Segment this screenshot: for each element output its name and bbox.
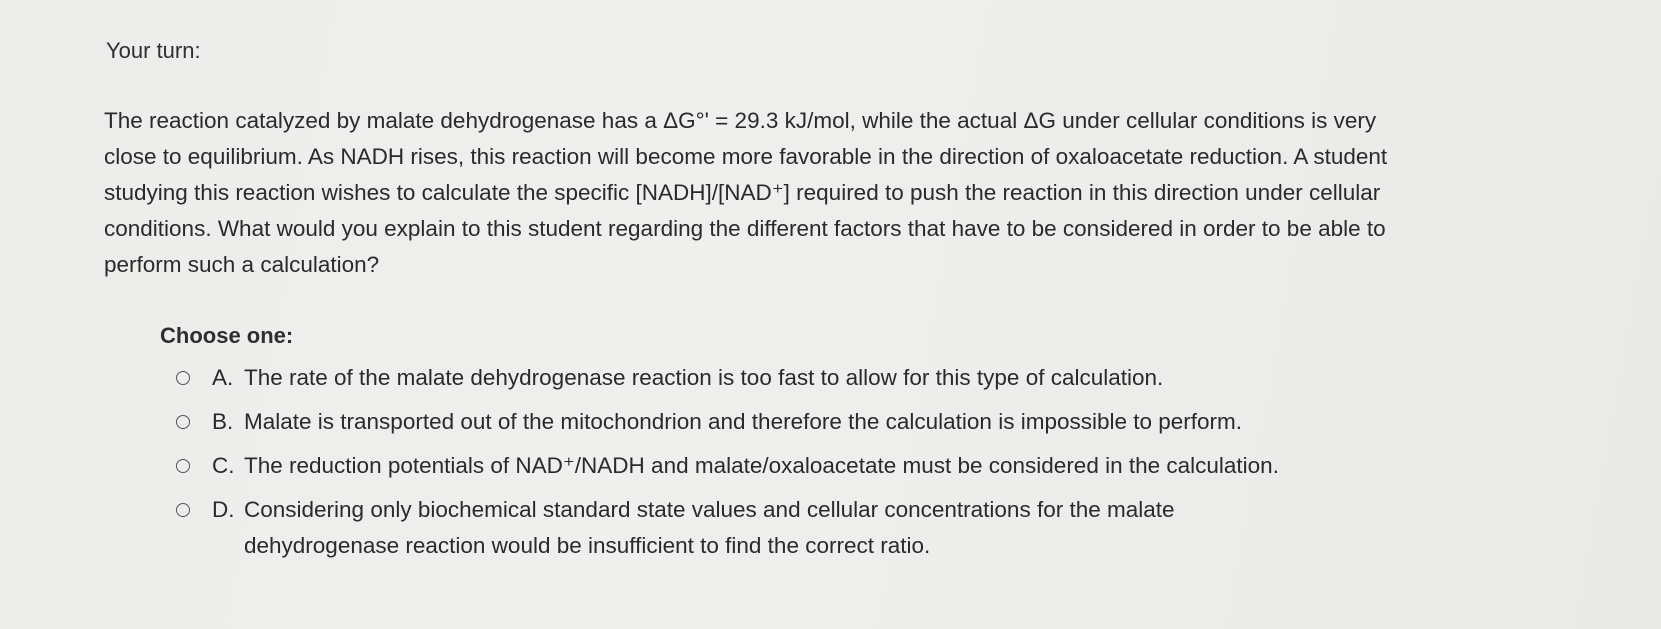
section-heading: Your turn: (106, 38, 201, 63)
option-letter: A. (212, 365, 234, 390)
option-text: Malate is transported out of the mitochondrion and therefore the calculation is impossible to perform. (244, 409, 1243, 434)
option-b[interactable] (172, 404, 1572, 448)
question-prompt (104, 103, 1544, 283)
prompt-line: close to equilibrium. As NADH rises, this reaction will become more favorable in the direction of oxaloacetate reduction. A student (104, 144, 1388, 169)
option-d[interactable] (172, 492, 1572, 568)
prompt-line: studying this reaction wishes to calculate the specific [NADH]/[NAD⁺] required to push the reaction in this direction under cellular (104, 180, 1381, 205)
option-text: The reduction potentials of NAD⁺/NADH and malate/oxaloacetate must be considered in the calculation. (244, 453, 1279, 478)
choose-one-label: Choose one: (160, 323, 294, 348)
radio-unselected-icon[interactable] (176, 415, 190, 429)
option-a[interactable] (172, 360, 1572, 404)
option-text-continued: dehydrogenase reaction would be insufficient to find the correct ratio. (244, 533, 931, 558)
prompt-line: perform such a calculation? (104, 252, 380, 277)
option-letter: D. (212, 497, 235, 522)
answer-options (172, 360, 1572, 568)
option-letter: C. (212, 453, 235, 478)
radio-unselected-icon[interactable] (176, 459, 190, 473)
radio-unselected-icon[interactable] (176, 371, 190, 385)
option-c[interactable] (172, 448, 1572, 492)
option-text: The rate of the malate dehydrogenase reaction is too fast to allow for this type of calculation. (244, 365, 1164, 390)
prompt-line: The reaction catalyzed by malate dehydrogenase has a ΔG°' = 29.3 kJ/mol, while the actual ΔG under cellular conditions is very (104, 108, 1377, 133)
option-letter: B. (212, 409, 234, 434)
option-text: Considering only biochemical standard state values and cellular concentrations for the malate (244, 497, 1175, 522)
prompt-line: conditions. What would you explain to this student regarding the different factors that have to be considered in order to be able to (104, 216, 1386, 241)
radio-unselected-icon[interactable] (176, 503, 190, 517)
